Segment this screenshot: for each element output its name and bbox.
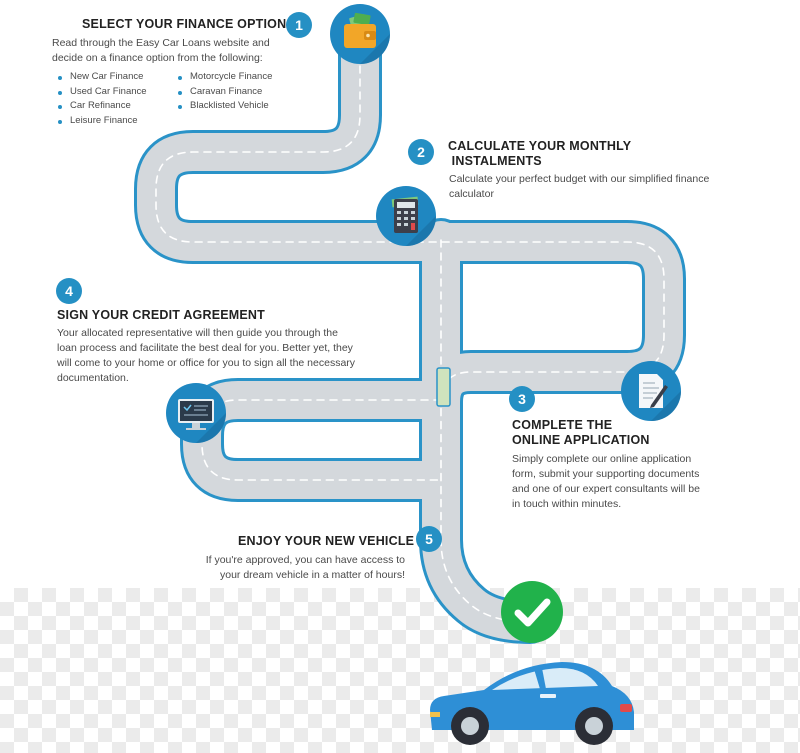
step-1-title: SELECT YOUR FINANCE OPTION	[82, 17, 287, 31]
list-item: Car Refinance	[56, 99, 147, 114]
list-item: New Car Finance	[56, 70, 147, 85]
step-3-badge: 3	[509, 386, 535, 412]
step-1-description: Read through the Easy Car Loans website and decide on a finance option from the following:	[52, 37, 270, 64]
finance-options-list-1	[56, 70, 147, 129]
step-4-description: Your allocated representative will then guide you through the loan process and facilitate the best deal for you. Better yet, they will come to your home or office for you to sign all the necessary documentation.	[57, 327, 356, 384]
step-4-title: SIGN YOUR CREDIT AGREEMENT	[57, 308, 265, 322]
step-2-badge: 2	[408, 139, 434, 165]
step-2-title: CALCULATE YOUR MONTHLY INSTALMENTS	[448, 139, 632, 168]
finance-options-list-2	[176, 70, 272, 114]
step-5-description: If you're approved, you can have access to your dream vehicle in a matter of hours!	[205, 554, 405, 581]
step-5-title: ENJOY YOUR NEW VEHICLE	[238, 534, 415, 548]
monitor-icon	[166, 383, 226, 443]
list-item: Leisure Finance	[56, 114, 147, 129]
calculator-icon	[376, 186, 436, 246]
checkmark-icon	[500, 580, 564, 644]
list-item: Caravan Finance	[176, 85, 272, 100]
document-icon	[621, 361, 681, 421]
step-4-badge: 4	[56, 278, 82, 304]
step-1-badge: 1	[286, 12, 312, 38]
step-3-description: Simply complete our online application form, submit your supporting documents and one of our expert consultants will be in touch within minutes.	[512, 453, 700, 510]
car-icon	[422, 652, 640, 752]
step-5-badge: 5	[416, 526, 442, 552]
step-2-description: Calculate your perfect budget with our simplified finance calculator	[449, 173, 710, 200]
step-3-title: COMPLETE THE ONLINE APPLICATION	[512, 418, 650, 447]
list-item: Used Car Finance	[56, 85, 147, 100]
list-item: Motorcycle Finance	[176, 70, 272, 85]
list-item: Blacklisted Vehicle	[176, 99, 272, 114]
wallet-icon	[330, 4, 390, 64]
